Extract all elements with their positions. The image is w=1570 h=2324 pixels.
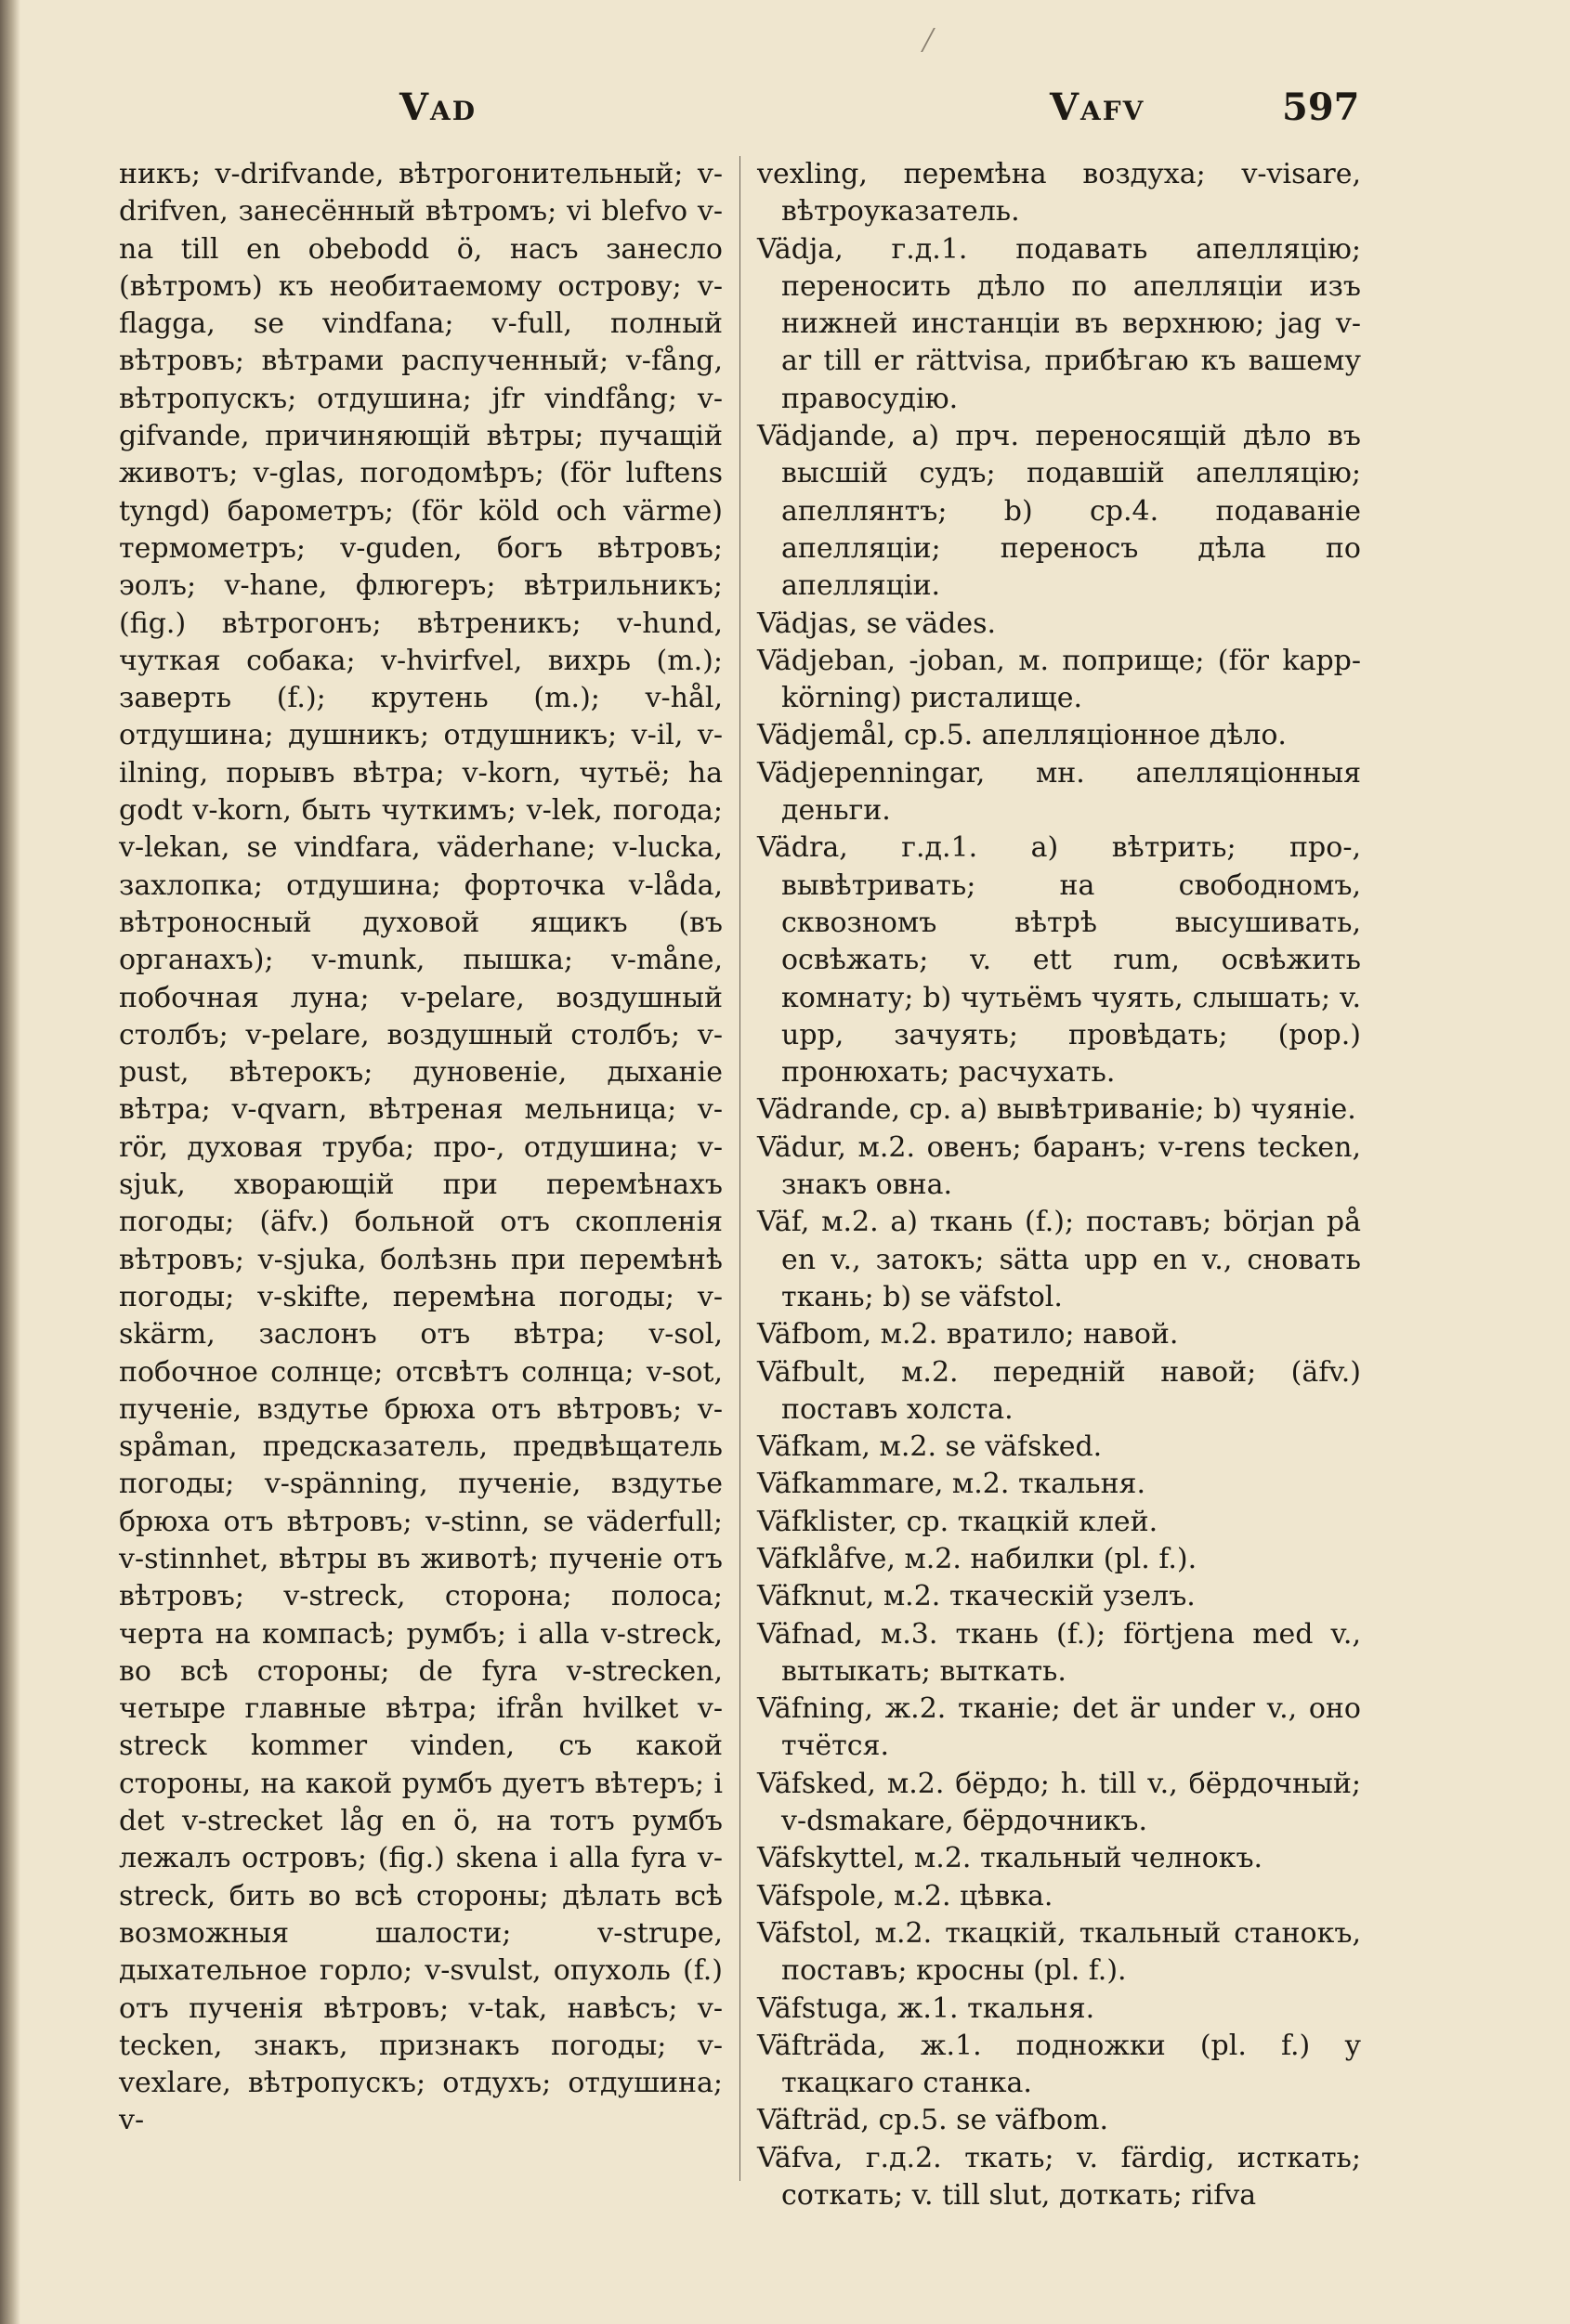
dictionary-entry: Väfknut, м.2. ткаческій узелъ. (757, 1580, 1196, 1613)
dictionary-entry: Väfnad, м.3. ткань (f.); förtjena med v., вытыкать; выткать. (757, 1617, 1361, 1688)
dictionary-entry: Väfklåfve, м.2. набилки (pl. f.). (757, 1542, 1197, 1575)
page-number: 597 (1282, 85, 1360, 129)
dictionary-entry: Väfsked, м.2. бёрдо; h. till v., бёрдочный; v-dsmakare, бёрдочникъ. (757, 1767, 1361, 1838)
dictionary-entry: Väfträda, ж.1. подножки (pl. f.) у ткацкаго станка. (757, 2029, 1361, 2100)
running-head-left: Vad (399, 85, 478, 129)
dictionary-entry: Vädrande, ср. а) вывѣтриваніе; b) чуяніе. (757, 1093, 1356, 1127)
dictionary-entry: Väfstuga, ж.1. ткальня. (757, 1991, 1095, 2025)
dictionary-entry: Väfkammare, м.2. ткальня. (757, 1468, 1146, 1501)
dictionary-entry: Vädjepenningar, мн. апелляціонныя деньги. (757, 756, 1361, 828)
dictionary-entry: Väfklister, ср. ткацкій клей. (757, 1505, 1158, 1538)
dictionary-entry: Vädjemål, ср.5. апелляціонное дѣло. (757, 719, 1287, 752)
dictionary-entry: Väfbom, м.2. вратило; навой. (757, 1318, 1179, 1351)
dictionary-entry: Vädjeban, -joban, м. поприще; (för kapp-körning) ристалище. (757, 644, 1361, 715)
dictionary-entry: Vädjande, а) прч. переносящій дѣло въ высшій судъ; подавшій апелляцію; апеллянтъ; b) ср.4. подаваніе апелляціи; переносъ дѣла по апелляціи. (757, 420, 1361, 603)
left-column (119, 156, 723, 2140)
pencil-mark (908, 28, 935, 52)
dictionary-entry: Vädja, г.д.1. подавать апелляцію; переносить дѣло по апелляціи изъ нижней инстанціи въ верхнюю; jag v-ar till er rättvisa, прибѣгаю къ вашему правосудію. (757, 232, 1361, 415)
dictionary-entry: Väfva, г.д.2. ткать; v. färdig, исткать; соткать; v. till slut, доткать; rifva (757, 2141, 1361, 2213)
dictionary-entry: Vädra, г.д.1. а) вѣтрить; про-, вывѣтривать; на свободномъ, сквозномъ вѣтрѣ высушивать, освѣжать; v. ett rum, освѣжить комнату; b) чутьёмъ чуять, слышать; v. upp, зачуять; провѣдать; (pop.) пронюхать; расчухать. (757, 831, 1361, 1090)
dictionary-entry: Väfstol, м.2. ткацкій, ткальный станокъ, поставъ; кросны (pl. f.). (757, 1916, 1361, 1988)
dictionary-entry: Vädur, м.2. овенъ; баранъ; v-rens tecken, знакъ овна. (757, 1130, 1361, 1202)
dictionary-entry: Väfträd, ср.5. se väfbom. (757, 2104, 1109, 2137)
right-column (757, 156, 1361, 2214)
page-spine-shadow (0, 0, 20, 2324)
dictionary-entry: Vädjas, se vädes. (757, 607, 997, 640)
dictionary-entry: Väfning, ж.2. тканіе; det är under v., оно тчётся. (757, 1692, 1361, 1763)
dictionary-entry: vexling, перемѣна воздуха; v-visare, вѣтроуказатель. (757, 158, 1361, 228)
left-column-text: никъ; v-drifvande, вѣтрогонительный; v-drifven, занесённый вѣтромъ; vi blefvo v-na till en obebodd ö, насъ занесло (вѣтромъ) къ необитаемому острову; v-flagga, se vindfana; v-full, полный вѣтровъ; вѣтрами распученный; v-fång, вѣтропускъ; отдушина; jfr vindfång; v-gifvande, причиняющій вѣтры; пучащій животъ; v-glas, погодомѣръ; (för luftens tyngd) барометръ; (för köld och värme) термометръ; v-guden, богъ вѣтровъ; эолъ; v-hane, флюгеръ; вѣтрильникъ; (fig.) вѣтрогонъ; вѣтреникъ; v-hund, чуткая собака; v-hvirfvel, вихрь (m.); заверть (f.); крутень (m.); v-hål, отдушина; душникъ; отдушникъ; v-il, v-ilning, порывъ вѣтра; v-korn, чутьё; ha godt v-korn, быть чуткимъ; v-lek, погода; v-lekan, se vindfara, väderhane; v-lucka, захлопка; отдушина; форточка v-låda, вѣтроносный духовой ящикъ (въ органахъ); v-munk, пышка; v-måne, побочная луна; v-pelare, воздушный столбъ; v-pelare, воздушный столбъ; v-pust, вѣтерокъ; дуновеніе, дыханіе вѣтра; v-qvarn, вѣтреная мельница; v-rör, духовая труба; про-, отдушина; v-sjuk, хворающій при перемѣнахъ погоды; (äfv.) больной отъ скопленія вѣтровъ; v-sjuka, болѣзнь при перемѣнѣ погоды; v-skifte, перемѣна погоды; v-skärm, заслонъ отъ вѣтра; v-sol, побочное солнце; отсвѣтъ солнца; v-sot, пученіе, вздутье брюха отъ вѣтровъ; v-spåman, предсказатель, предвѣщатель погоды; v-spänning, пученіе, вздутье брюха отъ вѣтровъ; v-stinn, se väderfull; v-stinnhet, вѣтры въ животѣ; пученіе отъ вѣтровъ; v-streck, сторона; полоса; черта на компасѣ; румбъ; i alla v-streck, во всѣ стороны; de fyra v-strecken, четыре главные вѣтра; ifrån hvilket v-streck kommer vinden, съ какой стороны, на какой румбъ дуетъ вѣтеръ; i det v-strecket låg en ö, на тотъ румбъ лежалъ островъ; (fig.) skena i alla fyra v-streck, бить во всѣ стороны; дѣлать всѣ возможныя шалости; v-strupe, дыхательное горло; v-svulst, опухоль (f.) отъ пученія вѣтровъ; v-tak, навѣсъ; v-tecken, знакъ, признакъ погоды; v-vexlare, вѣтропускъ; отдухъ; отдушина; v- (119, 158, 723, 2137)
dictionary-entry: Väfskyttel, м.2. ткальный челнокъ. (757, 1842, 1263, 1875)
dictionary-entry: Väf, м.2. а) ткань (f.); поставъ; början på en v., затокъ; sätta upp en v., сновать ткань; b) se väfstol. (757, 1206, 1361, 1313)
running-head-right: Vafv (1050, 85, 1145, 129)
dictionary-entry: Väfspole, м.2. цѣвка. (757, 1879, 1053, 1913)
column-divider (739, 156, 740, 2181)
dictionary-entry: Väfkam, м.2. se väfsked. (757, 1430, 1103, 1464)
dictionary-entry: Väfbult, м.2. передній навой; (äfv.) поставъ холста. (757, 1355, 1361, 1426)
